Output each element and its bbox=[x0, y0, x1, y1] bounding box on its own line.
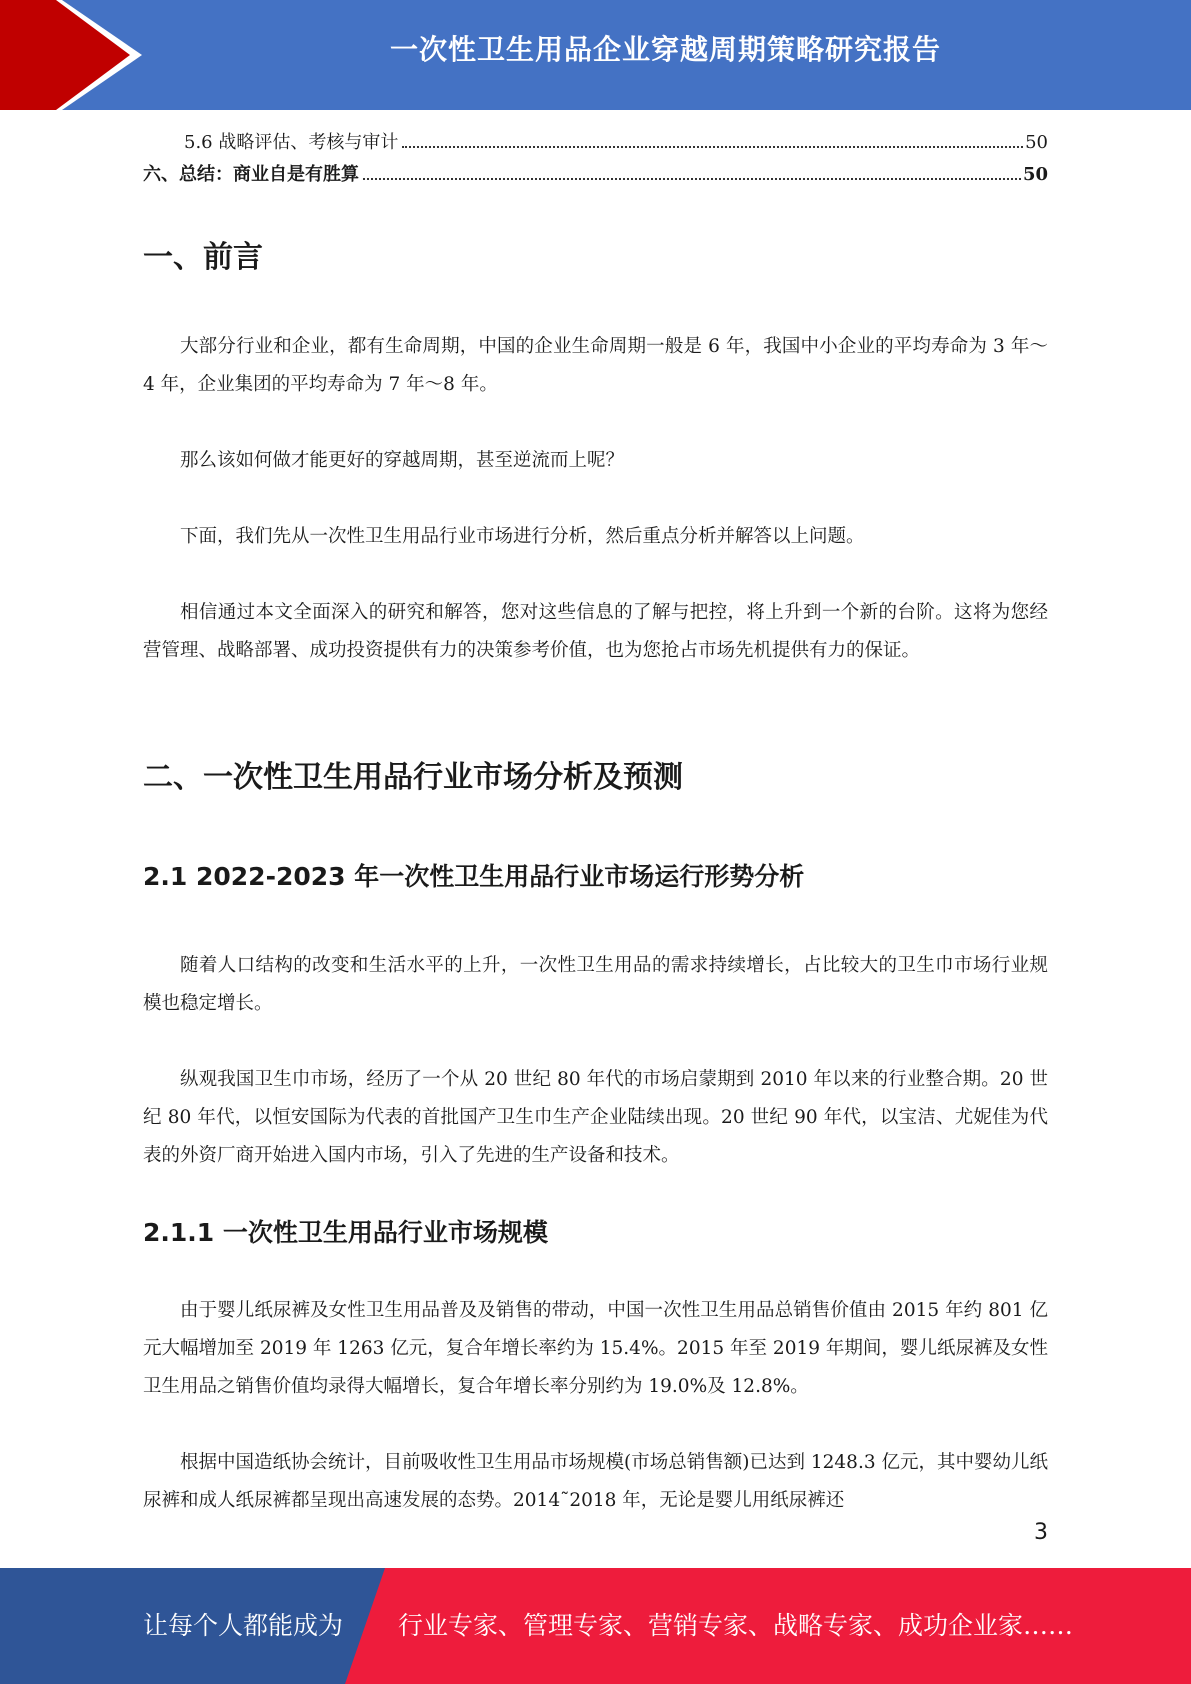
paragraph: 纵观我国卫生巾市场，经历了一个从 20 世纪 80 年代的市场启蒙期到 2010 年以来的行业整合期。20 世纪 80 年代，以恒安国际为代表的首批国产卫生巾生产企业陆续出现。20 世纪 90 年代，以宝洁、尤妮佳为代表的外资厂商开始进入国内市场，引入了先进的生产设备和技术。 bbox=[143, 1069, 1048, 1166]
toc-entry-label: 六、总结：商业自是有胜算 bbox=[143, 164, 359, 185]
market-heading-wrap bbox=[143, 752, 1048, 796]
paragraph-2-1-b bbox=[143, 1061, 1048, 1175]
toc-entry-page: 50 bbox=[1025, 132, 1048, 153]
paragraph-2-1-1-a bbox=[143, 1292, 1048, 1406]
paragraph: 那么该如何做才能更好的穿越周期，甚至逆流而上呢？ bbox=[180, 450, 625, 471]
report-title: 一次性卫生用品企业穿越周期策略研究报告 bbox=[389, 33, 941, 66]
page-header bbox=[0, 0, 1191, 110]
subheading-2-1-wrap bbox=[143, 857, 1048, 893]
section-heading-intro: 一、前言 bbox=[143, 240, 263, 275]
toc-entry-label: 5.6 战略评估、考核与审计 bbox=[184, 132, 399, 153]
subsection-heading-2-1-1: 2.1.1 一次性卫生用品行业市场规模 bbox=[143, 1218, 548, 1247]
paragraph: 由于婴儿纸尿裤及女性卫生用品普及及销售的带动，中国一次性卫生用品总销售价值由 2015 年约 801 亿元大幅增加至 2019 年 1263 亿元，复合年增长率约为 15.4%。2015 年至 2019 年期间，婴儿纸尿裤及女性卫生用品之销售价值均录得大幅增长，复合年增长率分别约为 19.0%及 12.8%。 bbox=[143, 1300, 1048, 1397]
toc-leader-dots bbox=[363, 178, 1021, 180]
toc-leader-dots bbox=[402, 146, 1023, 148]
footer-slogan-left: 让每个人都能成为 bbox=[143, 1611, 344, 1640]
table-of-contents bbox=[143, 128, 1048, 192]
section-heading-market: 二、一次性卫生用品行业市场分析及预测 bbox=[143, 760, 683, 795]
footer-slogan-right: 行业专家、管理专家、营销专家、战略专家、成功企业家…… bbox=[398, 1611, 1074, 1640]
subheading-2-1-1-wrap bbox=[143, 1213, 1048, 1249]
page-number: 3 bbox=[1034, 1520, 1048, 1545]
paragraph: 下面，我们先从一次性卫生用品行业市场进行分析，然后重点分析并解答以上问题。 bbox=[180, 526, 865, 547]
intro-paragraph-2 bbox=[143, 442, 1048, 480]
paragraph: 相信通过本文全面深入的研究和解答，您对这些信息的了解与把控，将上升到一个新的台阶。这将为您经营管理、战略部署、成功投资提供有力的决策参考价值，也为您抢占市场先机提供有力的保证。 bbox=[143, 602, 1048, 661]
paragraph: 根据中国造纸协会统计，目前吸收性卫生用品市场规模(市场总销售额)已达到 1248.3 亿元，其中婴幼儿纸尿裤和成人纸尿裤都呈现出高速发展的态势。2014˜2018 年，无论是婴儿用纸尿裤还 bbox=[143, 1452, 1048, 1511]
toc-entry-page: 50 bbox=[1022, 164, 1048, 185]
intro-paragraph-3 bbox=[143, 518, 1048, 556]
paragraph: 大部分行业和企业，都有生命周期，中国的企业生命周期一般是 6 年，我国中小企业的平均寿命为 3 年～4 年，企业集团的平均寿命为 7 年～8 年。 bbox=[143, 336, 1048, 395]
intro-paragraph-4 bbox=[143, 594, 1048, 670]
paragraph-2-1-1-b bbox=[143, 1444, 1048, 1520]
paragraph-2-1-a bbox=[143, 947, 1048, 1023]
subsection-heading-2-1: 2.1 2022-2023 年一次性卫生用品行业市场运行形势分析 bbox=[143, 862, 805, 891]
page-footer bbox=[0, 1568, 1191, 1684]
intro-heading-wrap bbox=[143, 232, 1048, 276]
paragraph: 随着人口结构的改变和生活水平的上升，一次性卫生用品的需求持续增长，占比较大的卫生巾市场行业规模也稳定增长。 bbox=[143, 955, 1048, 1014]
toc-entry-6[interactable] bbox=[143, 160, 1048, 192]
intro-paragraph-1 bbox=[143, 328, 1048, 404]
toc-entry-5-6[interactable] bbox=[143, 128, 1048, 160]
